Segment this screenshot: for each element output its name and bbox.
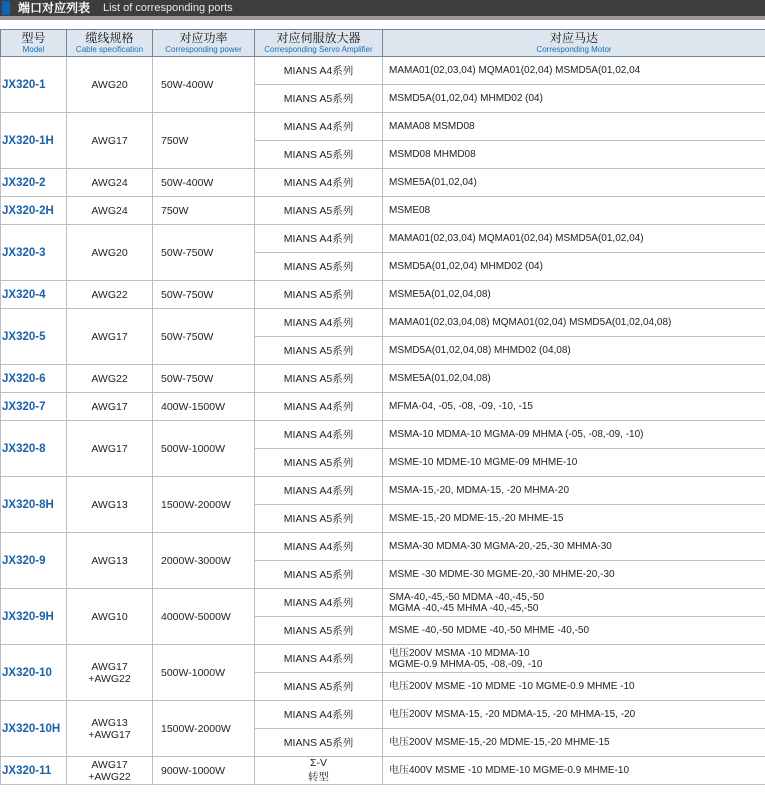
motor-cell <box>383 673 765 701</box>
table-row <box>1 645 765 673</box>
motor-line: 电压200V MSMA-15, -20 MDMA-15, -20 MHMA-15, -20 <box>389 709 636 720</box>
cable-spec: AWG24 <box>91 176 128 189</box>
model-cell: JX320-6 <box>1 365 67 393</box>
cable-cell <box>67 701 153 757</box>
section-subtitle: List of corresponding ports <box>103 2 233 14</box>
motor-line: MAMA01(02,03,04) MQMA01(02,04) MSMD5A(01,02,04 <box>389 65 641 76</box>
amplifier-name: MIANS A5系列 <box>283 289 354 301</box>
motor-cell <box>383 589 765 617</box>
power-cell: 500W-1000W <box>153 645 255 701</box>
model-cell: JX320-9H <box>1 589 67 645</box>
amplifier-cell <box>255 253 383 281</box>
amplifier-name: MIANS A5系列 <box>283 681 354 693</box>
motor-line: MFMA-04, -05, -08, -09, -10, -15 <box>389 401 533 412</box>
motor-cell <box>383 533 765 561</box>
motor-cell <box>383 477 765 505</box>
amplifier-cell <box>255 393 383 421</box>
table-row <box>1 225 765 253</box>
model-cell: JX320-5 <box>1 309 67 365</box>
motor-line: MSME-15,-20 MDME-15,-20 MHME-15 <box>389 513 564 524</box>
amplifier-cell <box>255 561 383 589</box>
amplifier-cell <box>255 57 383 85</box>
power-cell: 2000W-3000W <box>153 533 255 589</box>
amplifier-cell <box>255 141 383 169</box>
cable-spec: AWG17 <box>91 442 128 455</box>
amplifier-name: MIANS A5系列 <box>283 205 354 217</box>
header-amplifier: 对应伺服放大器 Corresponding Servo Amplifier <box>255 30 383 57</box>
motor-cell <box>383 281 765 309</box>
motor-line: 电压400V MSME -10 MDME-10 MGME-0.9 MHME-10 <box>389 765 630 776</box>
amplifier-name: MIANS A5系列 <box>283 569 354 581</box>
amplifier-name: MIANS A5系列 <box>283 345 354 357</box>
motor-cell <box>383 85 765 113</box>
motor-line: MSMA-10 MDMA-10 MGMA-09 MHMA (-05, -08,-09, -10) <box>389 429 644 440</box>
power-cell: 50W-750W <box>153 309 255 365</box>
amplifier-name: MIANS A4系列 <box>283 121 354 133</box>
motor-cell <box>383 449 765 477</box>
motor-line: MSME5A(01,02,04,08) <box>389 373 491 384</box>
amplifier-cell <box>255 477 383 505</box>
cable-spec: AWG17 <box>91 400 128 413</box>
amplifier-name: MIANS A5系列 <box>283 93 354 105</box>
amplifier-cell <box>255 197 383 225</box>
amplifier-cell <box>255 673 383 701</box>
cable-spec: AWG20 <box>91 246 128 259</box>
table-row <box>1 393 765 421</box>
amplifier-name: MIANS A4系列 <box>283 541 354 553</box>
model-cell: JX320-3 <box>1 225 67 281</box>
amplifier-name: MIANS A4系列 <box>283 709 354 721</box>
header-model: 型号 Model <box>1 30 67 57</box>
cable-cell <box>67 477 153 533</box>
amplifier-cell <box>255 169 383 197</box>
amplifier-name: MIANS A5系列 <box>283 149 354 161</box>
amplifier-name: MIANS A5系列 <box>283 373 354 385</box>
table-header-row <box>1 30 765 57</box>
cable-spec: AWG17 <box>91 660 128 673</box>
motor-cell <box>383 505 765 533</box>
model-cell: JX320-8 <box>1 421 67 477</box>
table-row <box>1 197 765 225</box>
amplifier-name: MIANS A4系列 <box>283 401 354 413</box>
cable-cell <box>67 645 153 701</box>
model-cell: JX320-11 <box>1 757 67 785</box>
table-row <box>1 421 765 449</box>
motor-line: MSME08 <box>389 205 431 216</box>
amplifier-name: MIANS A4系列 <box>283 597 354 609</box>
motor-line: MSME -40,-50 MDME -40,-50 MHME -40,-50 <box>389 625 590 636</box>
amplifier-name: MIANS A5系列 <box>283 513 354 525</box>
motor-line: MAMA01(02,03,04) MQMA01(02,04) MSMD5A(01,02,04) <box>389 233 644 244</box>
model-cell: JX320-2 <box>1 169 67 197</box>
amplifier-cell <box>255 337 383 365</box>
power-cell: 50W-750W <box>153 365 255 393</box>
header-power: 对应功率 Corresponding power <box>153 30 255 57</box>
motor-line: MSMD5A(01,02,04) MHMD02 (04) <box>389 261 543 272</box>
motor-line: MSMD5A(01,02,04) MHMD02 (04) <box>389 93 543 104</box>
table-row <box>1 57 765 85</box>
title-underline <box>0 16 765 20</box>
motor-line: MSMD08 MHMD08 <box>389 149 476 160</box>
power-cell: 900W-1000W <box>153 757 255 785</box>
table-row <box>1 589 765 617</box>
motor-cell <box>383 113 765 141</box>
cable-cell <box>67 589 153 645</box>
cable-spec: AWG10 <box>91 610 128 623</box>
amplifier-cell <box>255 449 383 477</box>
cable-cell <box>67 169 153 197</box>
motor-line: 电压200V MSMA -10 MDMA-10 <box>389 647 530 659</box>
table-row <box>1 477 765 505</box>
model-cell: JX320-10 <box>1 645 67 701</box>
motor-cell <box>383 169 765 197</box>
header-motor: 对应马达 Corresponding Motor <box>383 30 765 57</box>
motor-cell <box>383 561 765 589</box>
motor-line: 电压200V MSME-15,-20 MDME-15,-20 MHME-15 <box>389 737 610 748</box>
motor-line-2: MGME-0.9 MHMA-05, -08,-09, -10 <box>389 658 543 670</box>
amplifier-cell <box>255 701 383 729</box>
amplifier-cell <box>255 281 383 309</box>
header-cable: 缆线规格 Cable specification <box>67 30 153 57</box>
cable-cell <box>67 281 153 309</box>
cable-cell <box>67 309 153 365</box>
amplifier-cell <box>255 533 383 561</box>
power-cell: 400W-1500W <box>153 393 255 421</box>
motor-cell <box>383 197 765 225</box>
table-row <box>1 169 765 197</box>
motor-cell <box>383 421 765 449</box>
amplifier-name: MIANS A5系列 <box>283 737 354 749</box>
motor-cell <box>383 253 765 281</box>
model-cell: JX320-8H <box>1 477 67 533</box>
motor-cell <box>383 365 765 393</box>
power-cell: 500W-1000W <box>153 421 255 477</box>
motor-cell <box>383 393 765 421</box>
cable-cell <box>67 421 153 477</box>
cable-cell <box>67 393 153 421</box>
cable-spec: AWG13 <box>91 498 128 511</box>
cable-spec: AWG20 <box>91 78 128 91</box>
amplifier-cell <box>255 757 383 785</box>
cable-cell <box>67 225 153 281</box>
section-title-bar <box>0 0 765 22</box>
amplifier-cell <box>255 309 383 337</box>
table-row <box>1 309 765 337</box>
motor-line: MSME-10 MDME-10 MGME-09 MHME-10 <box>389 457 578 468</box>
motor-line: 电压200V MSME -10 MDME -10 MGME-0.9 MHME -10 <box>389 681 635 692</box>
model-cell: JX320-2H <box>1 197 67 225</box>
motor-cell <box>383 225 765 253</box>
table-row <box>1 113 765 141</box>
amplifier-name: MIANS A5系列 <box>283 261 354 273</box>
amplifier-cell <box>255 729 383 757</box>
amplifier-name: MIANS A4系列 <box>283 653 354 665</box>
cable-cell <box>67 197 153 225</box>
cable-spec: AWG13 <box>91 554 128 567</box>
amplifier-cell <box>255 421 383 449</box>
amplifier-name: MIANS A5系列 <box>283 457 354 469</box>
cable-spec-extra: +AWG17 <box>88 728 131 741</box>
amplifier-name: MIANS A4系列 <box>283 65 354 77</box>
motor-line: MSMD5A(01,02,04,08) MHMD02 (04,08) <box>389 345 571 356</box>
cable-spec-extra: +AWG22 <box>88 770 131 783</box>
amplifier-cell <box>255 645 383 673</box>
cable-cell <box>67 57 153 113</box>
model-cell: JX320-1H <box>1 113 67 169</box>
model-cell: JX320-9 <box>1 533 67 589</box>
power-cell: 50W-400W <box>153 57 255 113</box>
cable-spec-extra: +AWG22 <box>88 672 131 685</box>
cable-spec: AWG17 <box>91 330 128 343</box>
motor-line: MSME5A(01,02,04) <box>389 177 477 188</box>
cable-spec: AWG24 <box>91 204 128 217</box>
amplifier-name: MIANS A4系列 <box>283 233 354 245</box>
motor-line: SMA-40,-45,-50 MDMA -40,-45,-50 <box>389 591 545 603</box>
power-cell: 4000W-5000W <box>153 589 255 645</box>
motor-line: MSME5A(01,02,04,08) <box>389 289 491 300</box>
power-cell: 50W-750W <box>153 281 255 309</box>
power-cell: 1500W-2000W <box>153 477 255 533</box>
power-cell: 750W <box>153 197 255 225</box>
motor-line: MSMA-30 MDMA-30 MGMA-20,-25,-30 MHMA-30 <box>389 541 612 552</box>
power-cell: 50W-750W <box>153 225 255 281</box>
amplifier-name: MIANS A4系列 <box>283 485 354 497</box>
power-cell: 50W-400W <box>153 169 255 197</box>
model-cell: JX320-10H <box>1 701 67 757</box>
motor-cell <box>383 617 765 645</box>
cable-cell <box>67 533 153 589</box>
section-title: 端口对应列表 <box>18 1 91 15</box>
model-cell: JX320-1 <box>1 57 67 113</box>
amplifier-name: MIANS A4系列 <box>283 317 354 329</box>
amplifier-cell <box>255 365 383 393</box>
table-body <box>1 57 765 785</box>
amplifier-cell <box>255 589 383 617</box>
amplifier-name: MIANS A5系列 <box>283 625 354 637</box>
motor-cell <box>383 757 765 785</box>
motor-line: MAMA08 MSMD08 <box>389 121 475 132</box>
model-cell: JX320-7 <box>1 393 67 421</box>
amplifier-cell <box>255 85 383 113</box>
power-cell: 1500W-2000W <box>153 701 255 757</box>
motor-cell <box>383 337 765 365</box>
table-row <box>1 701 765 729</box>
cable-spec: AWG17 <box>91 758 128 771</box>
amplifier-cell <box>255 505 383 533</box>
port-correspondence-table <box>0 29 765 785</box>
motor-cell <box>383 141 765 169</box>
table-row <box>1 757 765 785</box>
amplifier-cell <box>255 225 383 253</box>
table-row <box>1 365 765 393</box>
motor-line: MSMA-15,-20, MDMA-15, -20 MHMA-20 <box>389 485 570 496</box>
cable-spec: AWG22 <box>91 372 128 385</box>
cable-spec: AWG13 <box>91 716 128 729</box>
cable-cell <box>67 757 153 785</box>
motor-cell <box>383 729 765 757</box>
motor-line-2: MGMA -40,-45 MHMA -40,-45,-50 <box>389 602 539 614</box>
table-row <box>1 533 765 561</box>
table-row <box>1 281 765 309</box>
title-accent-marker <box>2 1 10 15</box>
amplifier-cell <box>255 113 383 141</box>
motor-cell <box>383 645 765 673</box>
power-cell: 750W <box>153 113 255 169</box>
amplifier-cell <box>255 617 383 645</box>
motor-line: MAMA01(02,03,04,08) MQMA01(02,04) MSMD5A(01,02,04,08) <box>389 317 672 328</box>
amplifier-name: MIANS A4系列 <box>283 177 354 189</box>
motor-cell <box>383 57 765 85</box>
amplifier-name: MIANS A4系列 <box>283 429 354 441</box>
motor-cell <box>383 701 765 729</box>
cable-cell <box>67 365 153 393</box>
cable-spec: AWG22 <box>91 288 128 301</box>
motor-line: MSME -30 MDME-30 MGME-20,-30 MHME-20,-30 <box>389 569 615 580</box>
cable-spec: AWG17 <box>91 134 128 147</box>
amplifier-name: Σ-V <box>310 757 327 769</box>
motor-cell <box>383 309 765 337</box>
model-cell: JX320-4 <box>1 281 67 309</box>
cable-cell <box>67 113 153 169</box>
amplifier-note: 转型 <box>308 771 329 783</box>
